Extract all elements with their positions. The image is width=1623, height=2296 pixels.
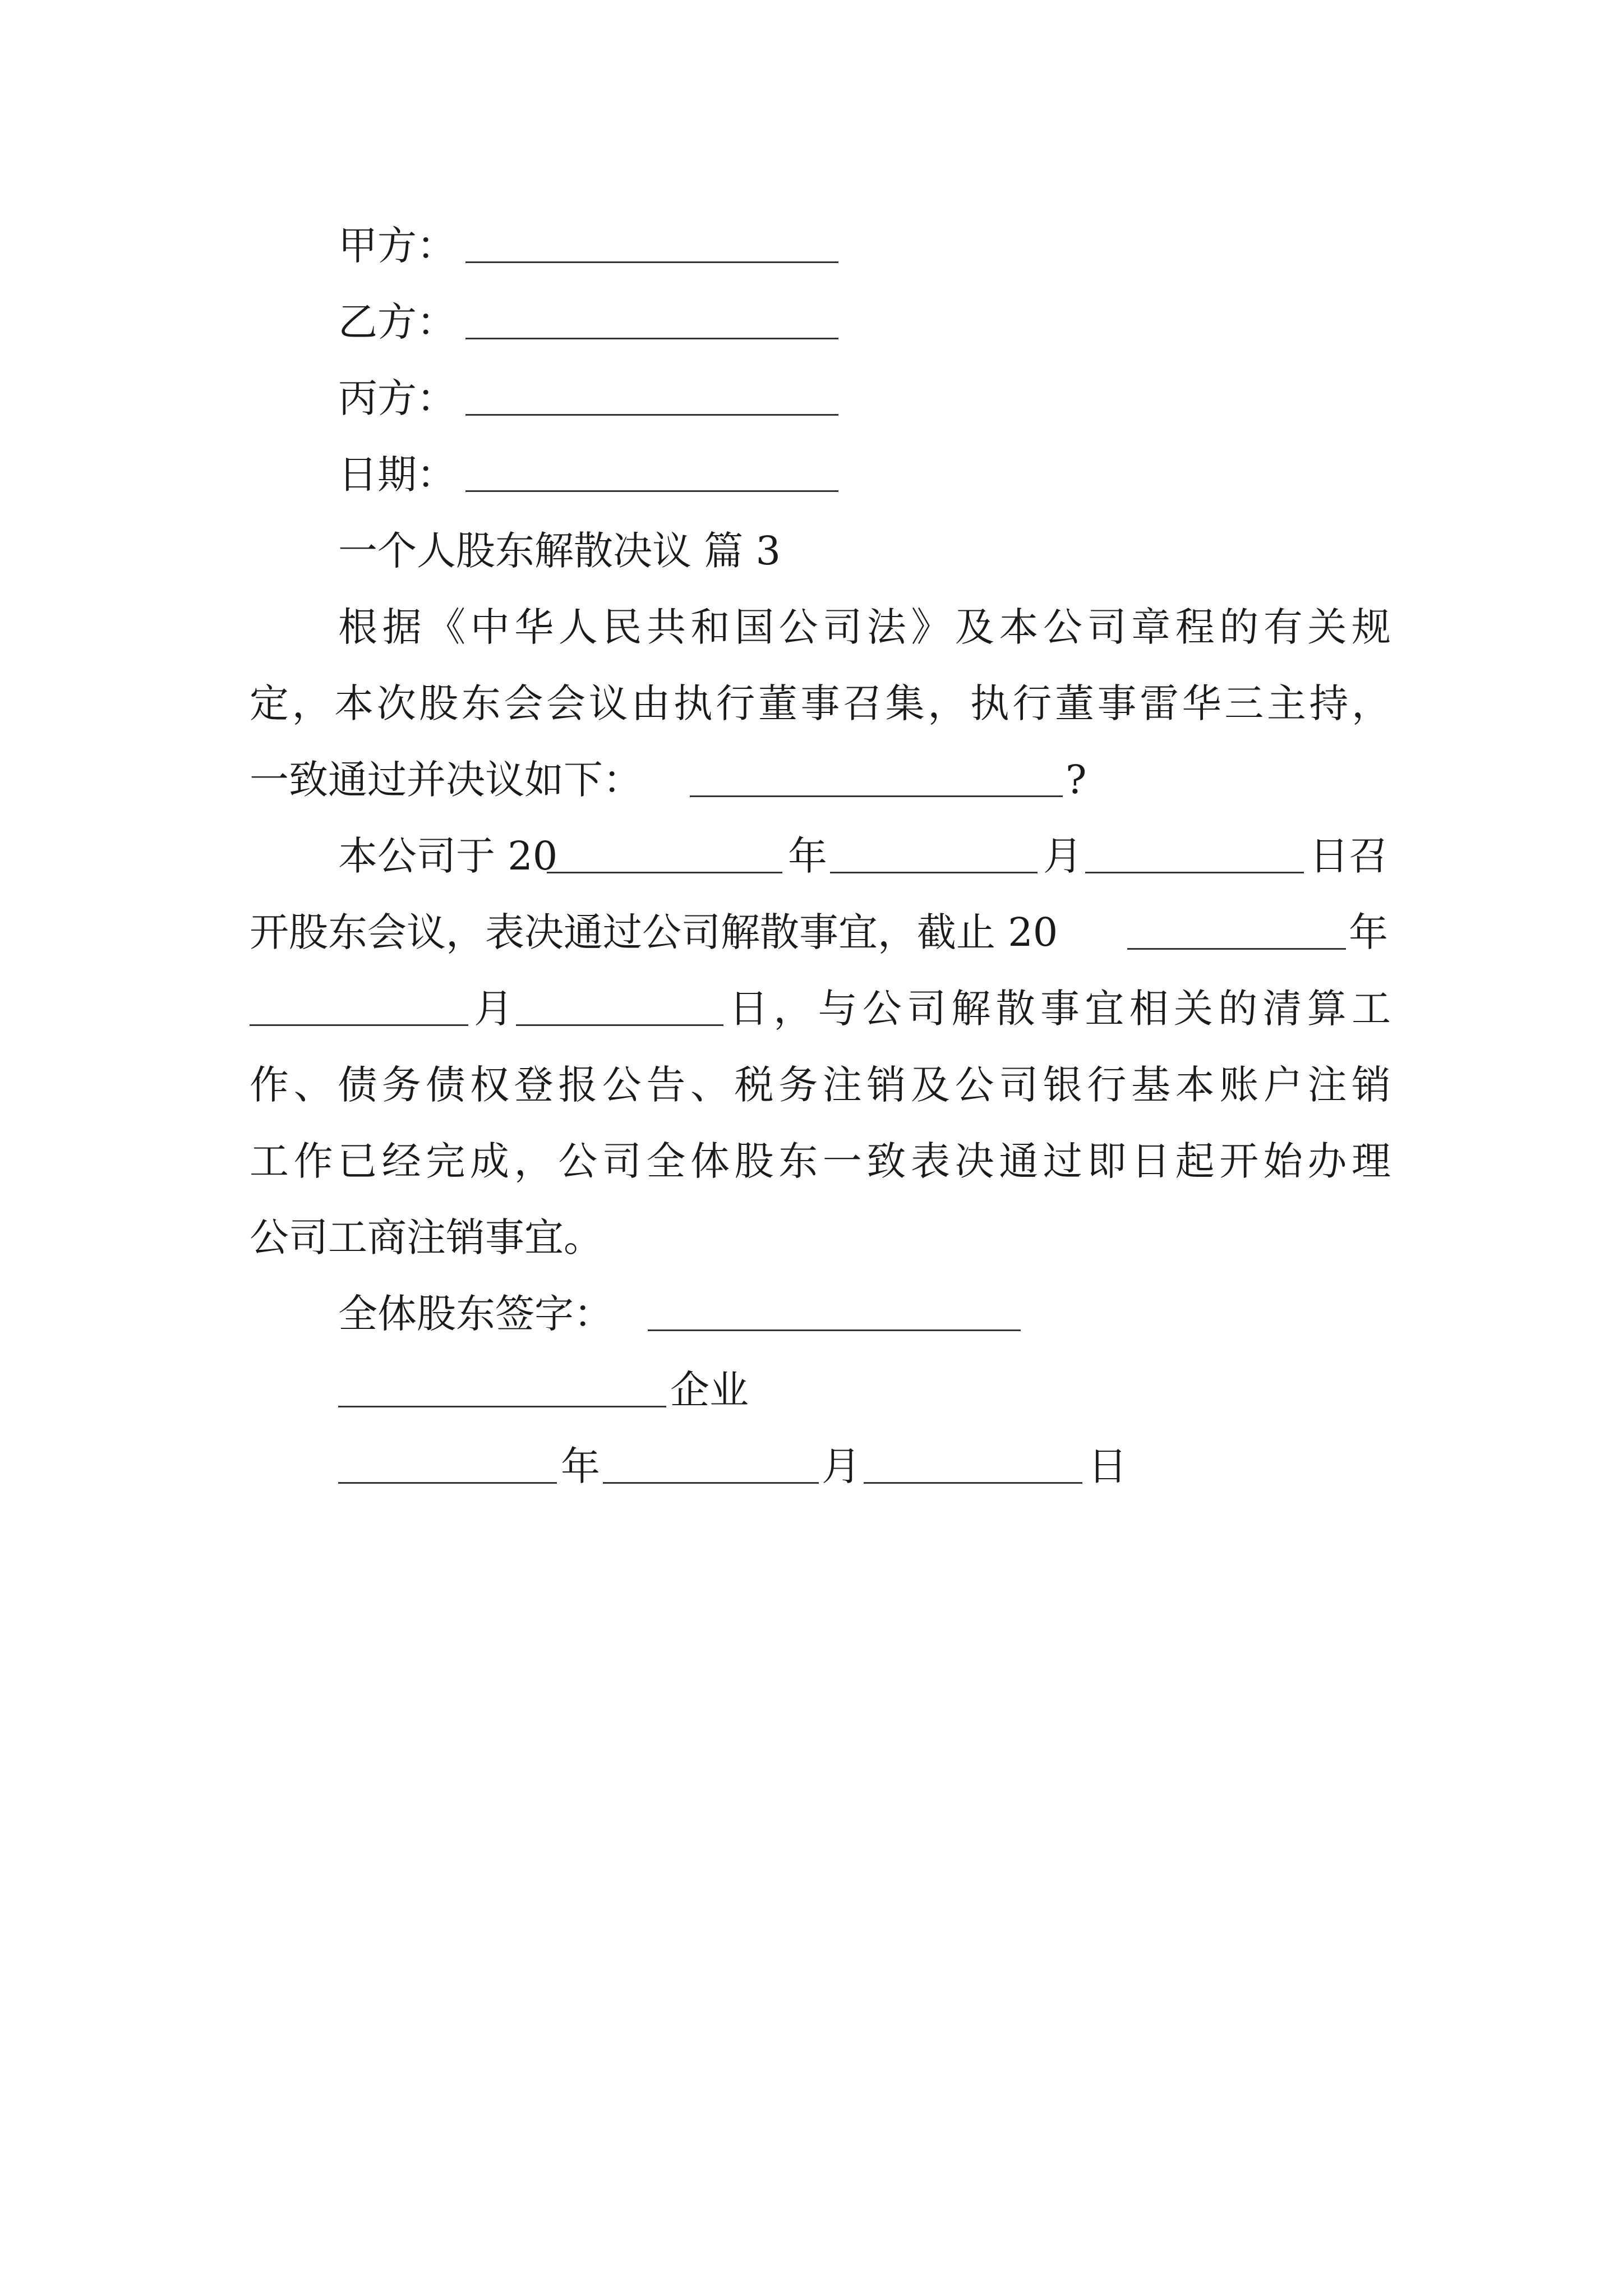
party-b-row: [0, 284, 1623, 360]
para2-line4-row: [0, 1047, 1623, 1123]
party-a-blank: [465, 261, 838, 263]
closing-date-row: [0, 1428, 1623, 1504]
para2-line3-row: [0, 970, 1623, 1047]
resolution-blank: [690, 795, 1063, 797]
closing-year-blank: [338, 1482, 557, 1484]
closing-day-blank: [864, 1482, 1082, 1484]
para2-line4: 作、债务债权登报公告、税务注销及公司银行基本账户注销: [250, 1062, 1391, 1108]
party-c-blank: [465, 414, 838, 416]
deadline-year-blank: [1127, 948, 1346, 950]
section-title-row: [0, 513, 1623, 589]
para1-line3-end: ?: [1066, 757, 1087, 803]
enterprise-row: [0, 1352, 1623, 1428]
deadline-month-blank: [250, 1024, 468, 1026]
deadline-day-blank: [516, 1024, 723, 1026]
para2-line1-month: 月: [1043, 833, 1082, 879]
para2-line2-year: 年: [1349, 909, 1388, 955]
para1-line1: 根据《中华人民共和国公司法》及本公司章程的有关规: [338, 604, 1391, 650]
date-label: 日期：: [338, 452, 456, 498]
para2-line2-text: 开股东会议，表决通过公司解散事宜，截止 20: [250, 909, 1058, 955]
shareholder-signature-label: 全体股东签字：: [338, 1291, 613, 1337]
date-row: [0, 436, 1623, 513]
party-c-label: 丙方：: [338, 375, 456, 421]
party-a-label: 甲方：: [338, 223, 456, 269]
shareholder-signature-blank: [648, 1329, 1021, 1331]
para2-line5-row: [0, 1123, 1623, 1199]
closing-day: 日: [1088, 1443, 1127, 1489]
enterprise-suffix: 企业: [670, 1367, 749, 1413]
para2-line2-row: [0, 894, 1623, 970]
party-b-blank: [465, 338, 838, 339]
para2-line6: 公司工商注销事宜。: [250, 1214, 603, 1260]
section-title: 一个人股东解散决议 篇 3: [338, 528, 781, 574]
para2-line5: 工作已经完成，公司全体股东一致表决通过即日起开始办理: [250, 1138, 1391, 1184]
para2-line3-month: 月: [474, 986, 513, 1032]
party-a-row: [0, 208, 1623, 284]
para1-line2: 定，本次股东会会议由执行董事召集，执行董事雷华三主持，: [250, 680, 1391, 726]
meeting-month-blank: [830, 872, 1038, 873]
party-b-label: 乙方：: [338, 299, 456, 345]
para2-line1-row: [0, 818, 1623, 894]
enterprise-name-blank: [338, 1406, 666, 1407]
para2-line1-day-call: 日召: [1310, 833, 1388, 879]
para2-line3-rest: 日，与公司解散事宜相关的清算工: [729, 986, 1391, 1032]
para2-line6-row: [0, 1199, 1623, 1276]
meeting-day-blank: [1085, 872, 1304, 873]
para1-line3-text: 一致通过并决议如下：: [250, 757, 642, 803]
meeting-year-blank: [547, 872, 782, 873]
para1-line1-row: [0, 589, 1623, 665]
closing-month-blank: [603, 1482, 819, 1484]
closing-year: 年: [561, 1443, 600, 1489]
para2-line1-year: 年: [788, 833, 827, 879]
shareholder-signature-row: [0, 1276, 1623, 1352]
date-blank: [465, 490, 838, 492]
para1-line2-row: [0, 665, 1623, 742]
party-c-row: [0, 360, 1623, 436]
closing-month: 月: [822, 1443, 861, 1489]
para1-line3-row: [0, 742, 1623, 818]
para2-line1-text: 本公司于 20: [338, 833, 558, 879]
